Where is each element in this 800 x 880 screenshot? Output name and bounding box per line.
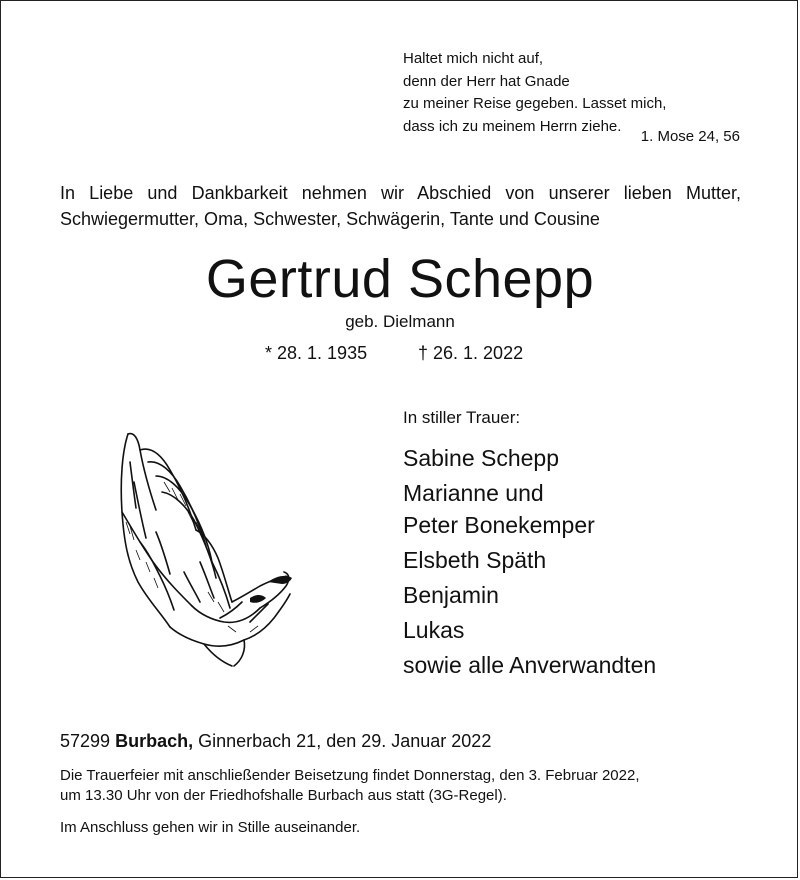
funeral-notice [60,766,750,806]
mourners-list [403,442,656,684]
intro-line-2: Schwiegermutter, Oma, Schwester, Schwägerin, Tante und Cousine [60,209,600,229]
birth-name: geb. Dielmann [345,312,455,331]
address-date: Ginnerbach 21, den 29. Januar 2022 [198,731,492,751]
praying-hands-icon [100,422,300,677]
verse-line: denn der Herr hat Gnade [403,72,570,90]
mourner-name: Sabine Schepp [403,445,560,471]
verse-line: Haltet mich nicht auf, [403,50,544,67]
verse-line: zu meiner Reise gegeben. Lasset mich, [403,95,667,112]
mourner-name: sowie alle Anverwandten [403,652,657,678]
bible-verse [403,48,743,138]
mourner-name: Peter Bonekemper [403,512,595,538]
intro-line-1: In Liebe und Dankbarkeit nehmen wir Abschied von unserer lieben Mutter, [60,183,741,203]
mourners-label: In stiller Trauer: [403,408,521,427]
mourner-name: Benjamin [403,582,499,608]
notice-line: um 13.30 Uhr von der Friedhofshalle Burbach aus statt (3G-Regel). [60,787,507,804]
city: Burbach, [115,731,194,751]
closing-note: Im Anschluss gehen wir in Stille auseinander. [60,819,361,836]
death-date: † 26. 1. 2022 [418,343,524,363]
verse-line: dass ich zu meinem Herrn ziehe. [403,117,622,135]
mourner-name: Lukas [403,617,465,643]
verse-reference: 1. Mose 24, 56 [640,128,740,145]
mourner-name: Marianne und [403,480,544,506]
notice-line: Die Trauerfeier mit anschließender Beisetzung findet Donnerstag, den 3. Februar 2022, [60,767,640,784]
deceased-name: Gertrud Schepp [205,249,595,309]
place-and-date [60,731,491,752]
intro-text [60,180,741,232]
postcode: 57299 [60,731,111,751]
mourner-name: Elsbeth Späth [403,547,547,573]
birth-date: * 28. 1. 1935 [265,343,368,363]
